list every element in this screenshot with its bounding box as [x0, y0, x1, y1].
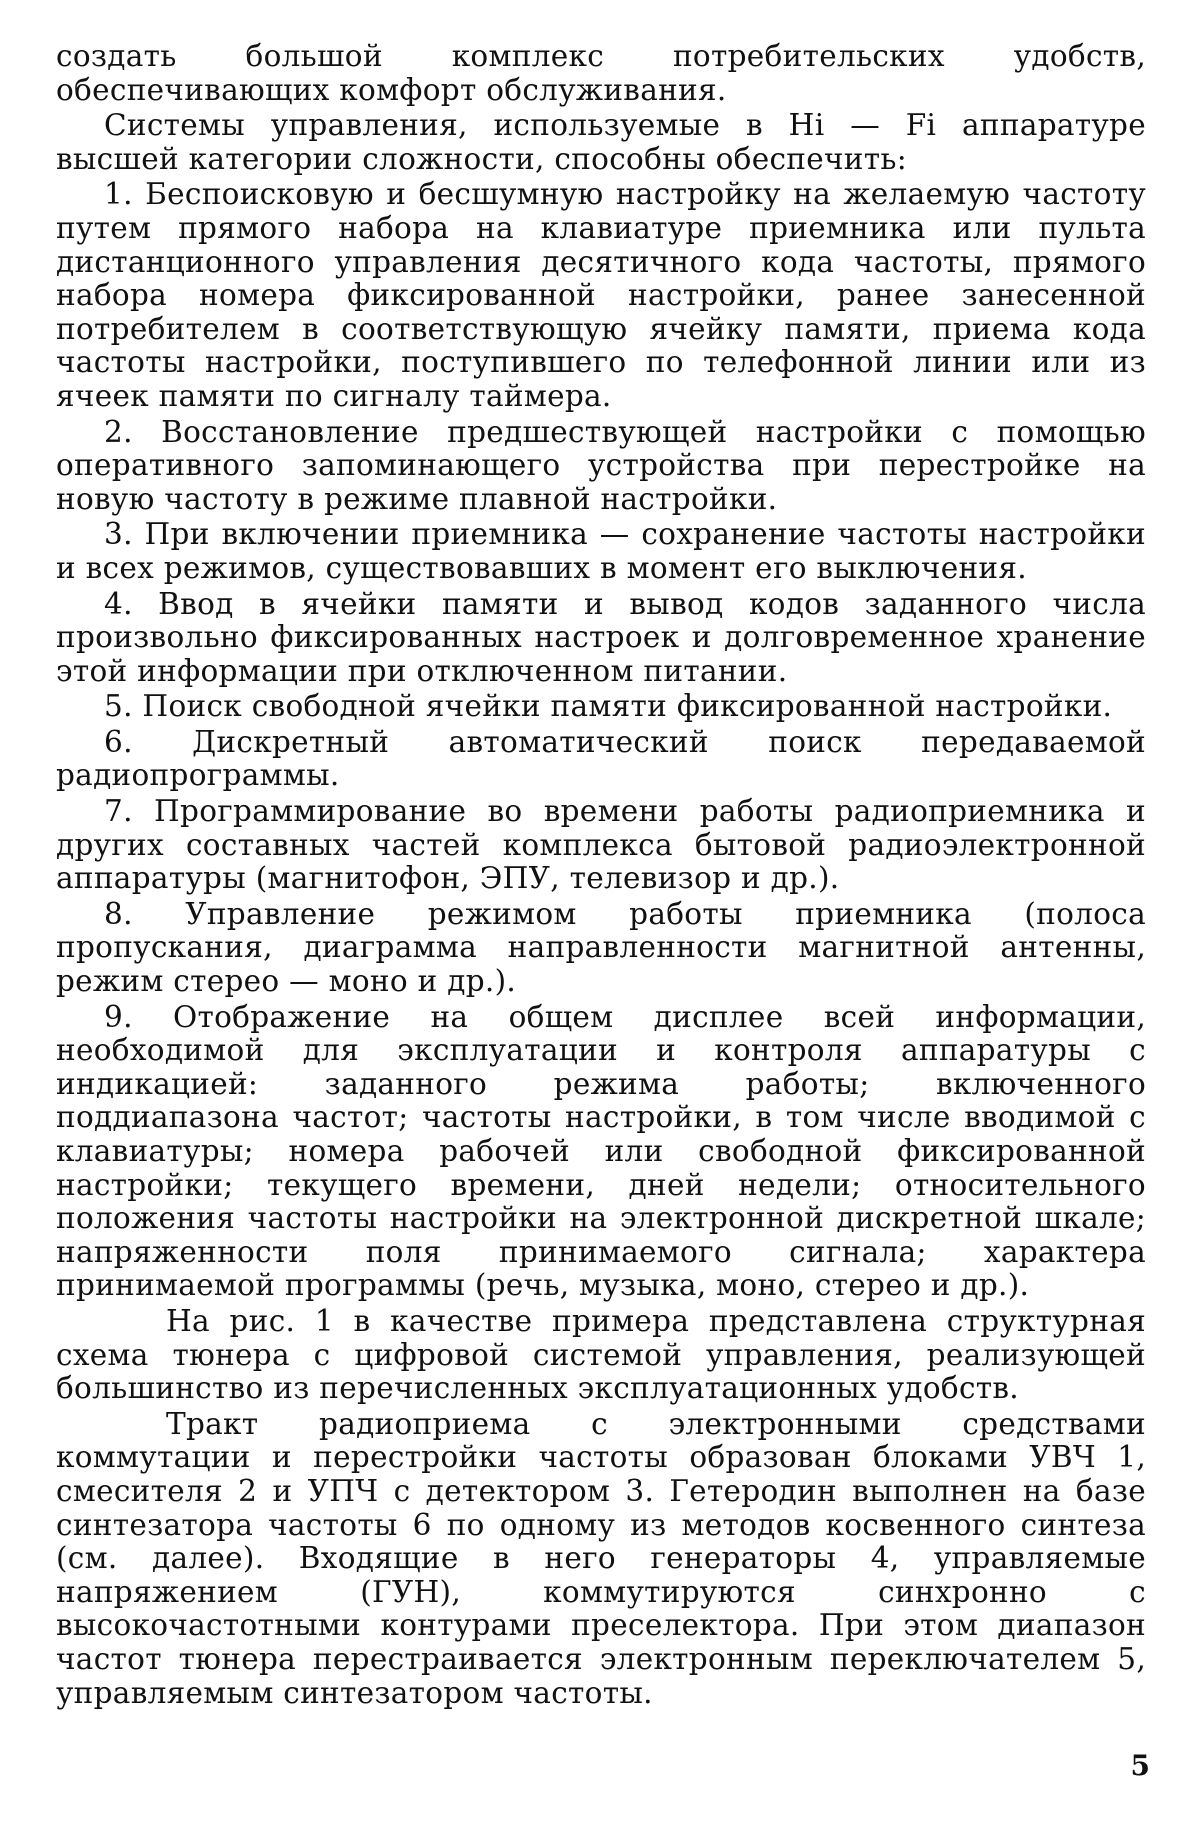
paragraph-continuation: создать большой комплекс потребительских удобств, обеспечивающих комфорт обслуживания. [56, 39, 1146, 107]
list-item-1: 1. Беспоисковую и бесшумную настройку на желаемую частоту путем прямого набора на клавиатуре приемника или пульта дистанционного управления десятичного кода частоты, прямого набора номера фиксированной настройки, ранее занесенной потребителем в соответствующую ячейку памяти, приема кода частоты настройки, поступившего по телефонной линии или из ячеек памяти по сигналу таймера. [56, 177, 1146, 413]
page-body [56, 40, 1146, 1790]
list-item-6: 6. Дискретный автоматический поиск передаваемой радиопрограммы. [56, 724, 1146, 793]
list-item-9: 9. Отображение на общем дисплее всей информации, необходимой для эксплуатации и контроля аппаратуры с индикацией: заданного режима работы; включенного поддиапазона частот; частоты настройки, в том числе вводимой с клавиатуры; номера рабочей или свободной фиксированной настройки; текущего времени, дней недели; относительного положения частоты настройки на электронной дискретной шкале; напряженности поля принимаемого сигнала; характера принимаемой программы (речь, музыка, моно, стерео и др.). [56, 999, 1146, 1303]
list-item-8: 8. Управление режимом работы приемника (полоса пропускания, диаграмма направленности магнитной антенны, режим стерео — моно и др.). [56, 896, 1146, 999]
page-number: 5 [1130, 1749, 1150, 1782]
list-item-2: 2. Восстановление предшествующей настройки с помощью оперативного запоминающего устройства при перестройке на новую частоту в режиме плавной настройки. [56, 414, 1146, 516]
list-item-4: 4. Ввод в ячейки памяти и вывод кодов заданного числа произвольно фиксированных настроек и долговременное хранение этой информации при отключенном питании. [56, 586, 1146, 688]
paragraph-figure-reference: На рис. 1 в качестве примера представлена структурная схема тюнера с цифровой системой управления, реализующей большинство из перечисленных эксплуатационных удобств. [56, 1303, 1146, 1406]
list-item-5: 5. Поиск свободной ячейки памяти фиксированной настройки. [104, 689, 1113, 724]
paragraph-tract-description: Тракт радиоприема с электронными средствами коммутации и перестройки частоты образован блоками УВЧ 1, смесителя 2 и УПЧ с детектором 3. Гетеродин выполнен на базе синтезатора частоты 6 по одному из методов косвенного синтеза (см. далее). Входящие в него генераторы 4, управляемые напряжением (ГУН), коммутируются синхронно с высокочастотными контурами преселектора. При этом диапазон частот тюнера перестраивается электронным переключателем 5, управляемым синтезатором частоты. [56, 1406, 1146, 1710]
list-item-7: 7. Программирование во времени работы радиоприемника и других составных частей комплекса бытовой радиоэлектронной аппаратуры (магнитофон, ЭПУ, телевизор и др.). [56, 794, 1146, 896]
paragraph-intro: Системы управления, используемые в Hi — Fi аппаратуре высшей категории сложности, способны обеспечить: [56, 108, 1146, 176]
list-item-3: 3. При включении приемника — сохранение частоты настройки и всех режимов, существовавших в момент его выключения. [56, 517, 1146, 585]
